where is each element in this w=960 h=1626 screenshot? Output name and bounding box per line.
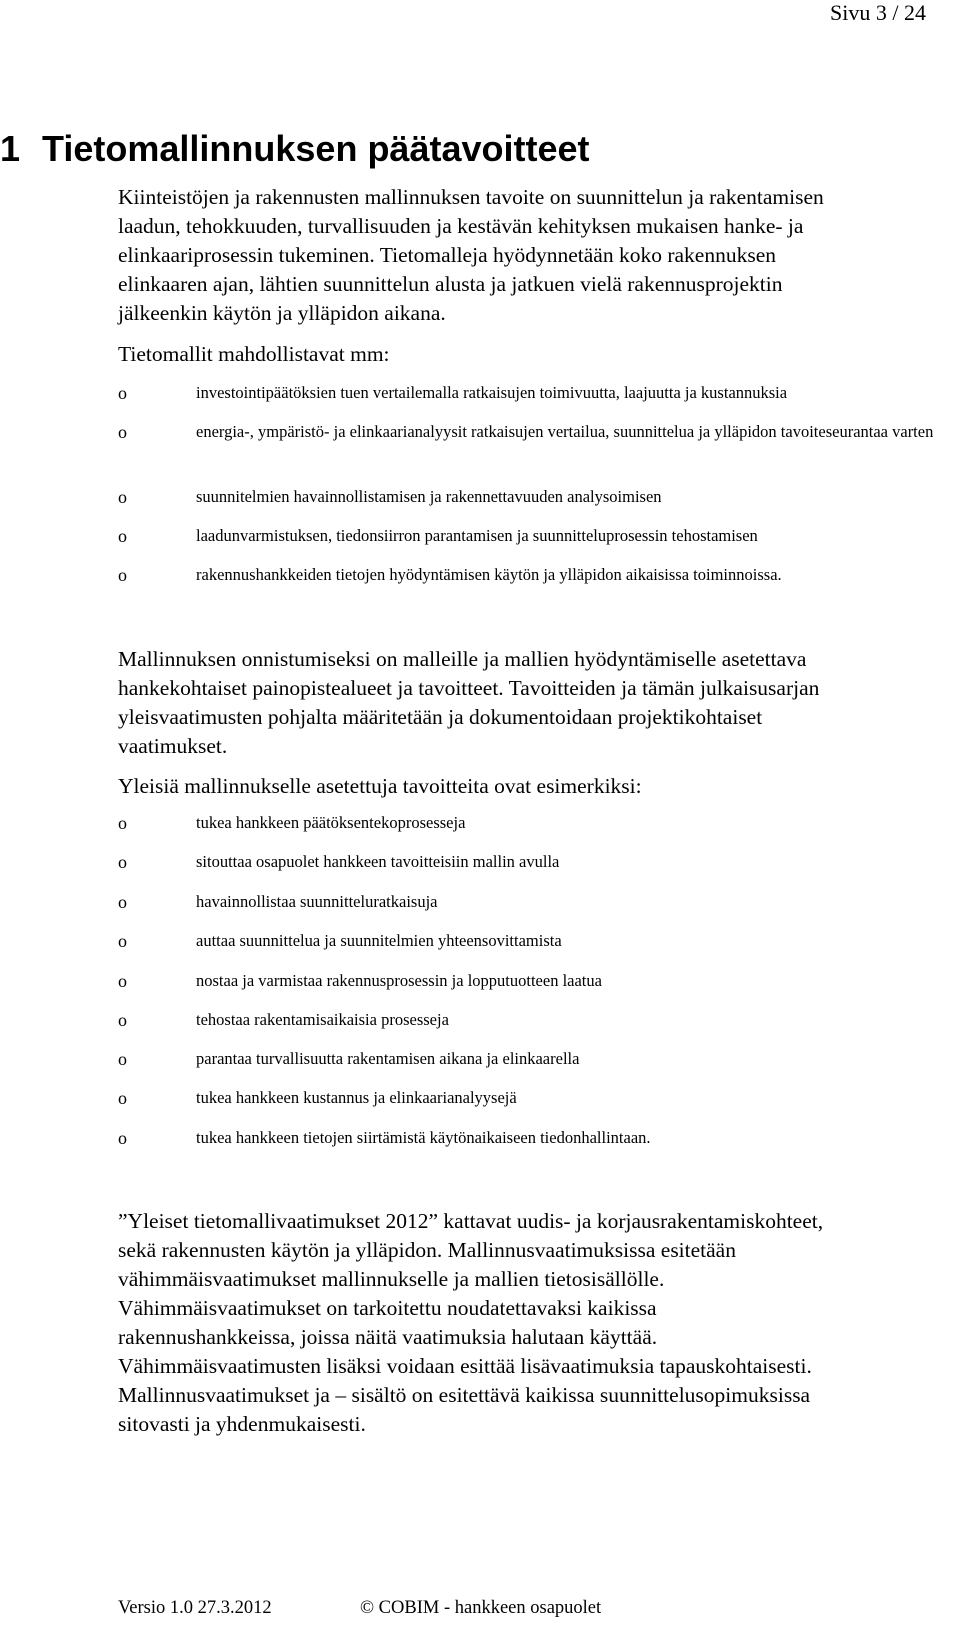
bullet-marker: o (118, 565, 127, 585)
list-item (118, 1085, 960, 1111)
list-item-text: havainnollistaa suunnitteluratkaisuja (196, 892, 438, 911)
bullet-marker: o (118, 1088, 127, 1108)
bullet-marker: o (118, 931, 127, 951)
paragraph-line: hankekohtaiset painopistealueet ja tavoitteet. Tavoitteiden ja tämän julkaisusarjan (118, 676, 820, 700)
paragraph-line: Mallinnuksen onnistumiseksi on malleille ja mallien hyödyntämiselle asetettava (118, 647, 807, 671)
intro-line: Kiinteistöjen ja rakennusten mallinnuksen tavoite on suunnittelun ja rakentamisen (118, 185, 824, 209)
section-heading (0, 128, 590, 170)
bullet-marker: o (118, 813, 127, 833)
list-item-text: rakennushankkeiden tietojen hyödyntämisen käytön ja ylläpidon aikaisissa toiminnoissa. (196, 565, 782, 584)
list-item-text: energia-, ympäristö- ja elinkaarianalyysit ratkaisujen vertailua, suunnittelua ja ylläpidon tavoiteseurantaa varten (196, 422, 934, 441)
list2-intro: Yleisiä mallinnukselle asetettuja tavoitteita ovat esimerkiksi: (118, 774, 642, 798)
list-item-text: nostaa ja varmistaa rakennusprosessin ja lopputuotteen laatua (196, 971, 602, 990)
bullet-marker: o (118, 1049, 127, 1069)
paragraph-line: Vähimmäisvaatimukset on tarkoitettu noudatettavaksi kaikissa (118, 1296, 657, 1320)
paragraph-line: Mallinnusvaatimukset ja – sisältö on esitettävä kaikissa suunnittelusopimuksissa (118, 1383, 811, 1407)
list-item-text: parantaa turvallisuutta rakentamisen aikana ja elinkaarella (196, 1049, 580, 1068)
intro-line: laadun, tehokkuuden, turvallisuuden ja kestävän kehityksen mukaisen hanke- ja (118, 214, 804, 238)
paragraph-line: sitovasti ja yhdenmukaisesti. (118, 1412, 366, 1436)
bullet-marker: o (118, 852, 127, 872)
list-item (118, 523, 960, 549)
list-item-text: tukea hankkeen kustannus ja elinkaarianalyysejä (196, 1088, 517, 1107)
bullet-marker: o (118, 1128, 127, 1148)
bullet-marker: o (118, 526, 127, 546)
list-item (118, 889, 960, 915)
intro-paragraph (118, 183, 938, 328)
footer-copyright: © COBIM - hankkeen osapuolet (360, 1598, 602, 1618)
list-item (118, 562, 960, 588)
section-title: Tietomallinnuksen päätavoitteet (42, 128, 590, 169)
page-number: Sivu 3 / 24 (830, 0, 926, 25)
paragraph-line: vähimmäisvaatimukset mallinnukselle ja mallien tietosisällölle. (118, 1267, 665, 1291)
bullet-marker: o (118, 487, 127, 507)
paragraph-line: rakennushankkeissa, joissa näitä vaatimuksia halutaan käyttää. (118, 1325, 658, 1349)
modelling-paragraph (118, 645, 938, 761)
list-item-text: auttaa suunnittelua ja suunnitelmien yhteensovittamista (196, 931, 562, 950)
list-item-text: tukea hankkeen tietojen siirtämistä käytönaikaiseen tiedonhallintaan. (196, 1128, 651, 1147)
paragraph-line: vaatimukset. (118, 734, 228, 758)
paragraph-line: ”Yleiset tietomallivaatimukset 2012” kattavat uudis- ja korjausrakentamiskohteet, (118, 1209, 824, 1233)
intro-line: elinkaariprosessin tukeminen. Tietomalleja hyödynnetään koko rakennuksen (118, 243, 776, 267)
bullet-marker: o (118, 383, 127, 403)
section-number: 1 (0, 128, 21, 169)
intro-line: elinkaaren ajan, lähtien suunnittelun alusta ja jatkuen vielä rakennusprojektin (118, 272, 783, 296)
list-item (118, 380, 960, 406)
list-item (118, 419, 960, 445)
paragraph-line: Vähimmäisvaatimusten lisäksi voidaan esittää lisävaatimuksia tapauskohtaisesti. (118, 1354, 812, 1378)
list-item (118, 849, 960, 875)
list-item (118, 1125, 960, 1151)
footer-version: Versio 1.0 27.3.2012 (118, 1598, 272, 1618)
bullet-marker: o (118, 422, 127, 442)
paragraph-line: sekä rakennusten käytön ja ylläpidon. Mallinnusvaatimuksissa esitetään (118, 1238, 736, 1262)
list1-intro: Tietomallit mahdollistavat mm: (118, 342, 390, 366)
requirements-paragraph (118, 1207, 938, 1439)
bullet-marker: o (118, 971, 127, 991)
list-item-text: investointipäätöksien tuen vertailemalla ratkaisujen toimivuutta, laajuutta ja kustannuksia (196, 383, 788, 402)
list-item (118, 1007, 960, 1033)
list-item (118, 1046, 960, 1072)
list-item-text: laadunvarmistuksen, tiedonsiirron parantamisen ja suunnitteluprosessin tehostamisen (196, 526, 758, 545)
intro-line: jälkeenkin käytön ja ylläpidon aikana. (118, 301, 446, 325)
list-item (118, 968, 960, 994)
list-item-text: tehostaa rakentamisaikaisia prosesseja (196, 1010, 449, 1029)
list-item-text: suunnitelmien havainnollistamisen ja rakennettavuuden analysoimisen (196, 487, 662, 506)
list-item (118, 810, 960, 836)
bullet-marker: o (118, 892, 127, 912)
list-item (118, 928, 960, 954)
list-item-text: sitouttaa osapuolet hankkeen tavoitteisiin mallin avulla (196, 852, 560, 871)
paragraph-line: yleisvaatimusten pohjalta määritetään ja dokumentoidaan projektikohtaiset (118, 705, 763, 729)
list-item (118, 484, 960, 510)
list-item-text: tukea hankkeen päätöksentekoprosesseja (196, 813, 466, 832)
bullet-marker: o (118, 1010, 127, 1030)
